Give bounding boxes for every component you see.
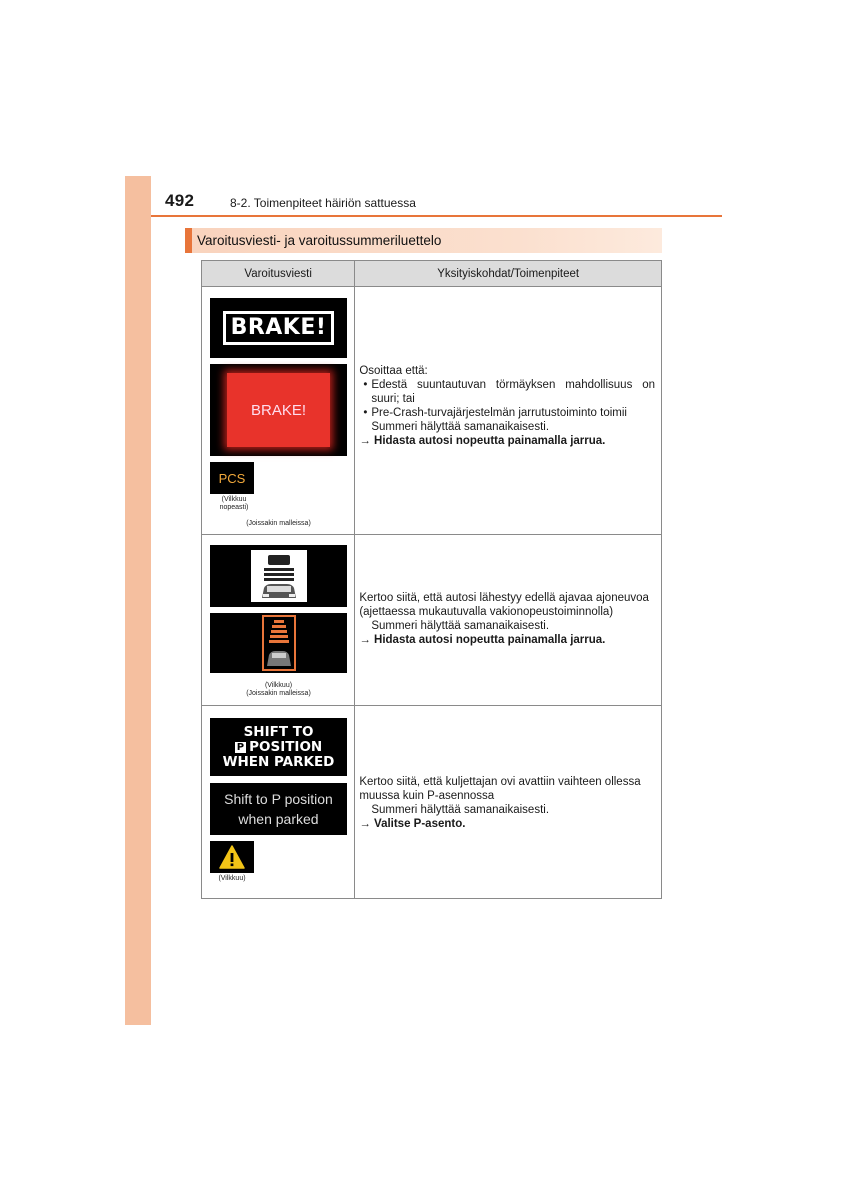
arrow-icon: → xyxy=(359,818,371,830)
shift-action-text: Valitse P-asento. xyxy=(374,818,466,830)
shift-buzzer-text: Summeri hälyttää samanaikaisesti. xyxy=(371,804,550,816)
table-row-brake xyxy=(202,287,662,535)
table-header-row xyxy=(202,261,662,287)
arrow-icon: → xyxy=(359,434,371,447)
bullet-marker: • xyxy=(363,406,368,419)
pcs-label: PCS xyxy=(218,470,246,486)
approach-action xyxy=(359,633,655,647)
approach-details-cell xyxy=(355,535,662,706)
shift-alt-display xyxy=(210,783,347,835)
brake-red-display xyxy=(210,364,347,456)
brake-bullet-1-text: Edestä suuntautuvan törmäyksen mahdollisuus on suuri; tai xyxy=(371,378,655,405)
shift-line-3: WHEN PARKED xyxy=(222,753,335,770)
brake-text-label: BRAKE! xyxy=(230,315,327,340)
brake-details-cell xyxy=(355,287,662,535)
bullet-marker: • xyxy=(363,378,368,391)
brake-bullet-2 xyxy=(359,406,655,420)
pcs-indicator-icon xyxy=(210,462,254,494)
car-approach-icon xyxy=(249,548,309,604)
subsection-banner xyxy=(185,228,662,253)
shift-alt-line-1: Shift to P position xyxy=(224,791,333,807)
shift-alt-line-2: when parked xyxy=(238,811,319,827)
brake-bullet-1 xyxy=(359,378,655,406)
models-caption: (Joissakin malleissa) xyxy=(246,520,311,527)
brake-action xyxy=(359,434,655,448)
approach-description: Kertoo siitä, että autosi lähestyy edellä ajavaa ajoneuvoa (ajettaessa mukautuvalla vakionopeustoiminnolla) xyxy=(359,592,649,618)
approach-action-text: Hidasta autosi nopeutta painamalla jarrua. xyxy=(374,634,606,646)
shift-blink-caption: (Vilkkuu) xyxy=(218,875,246,882)
table-row-approach xyxy=(202,535,662,706)
car-approach-warning-icon xyxy=(262,615,296,671)
shift-line-2-text: POSITION xyxy=(249,738,323,755)
shift-action xyxy=(359,817,655,831)
approach-blink-caption: (Vilkkuu) xyxy=(264,682,293,689)
column-header-message: Varoitusviesti xyxy=(202,261,355,287)
table-row-shift xyxy=(202,706,662,899)
shift-description: Kertoo siitä, että kuljettajan ovi avattiin vaihteen ollessa muussa kuin P-asennossa xyxy=(359,776,641,802)
brake-text-box xyxy=(223,311,335,345)
shift-line-2 xyxy=(235,740,322,755)
warning-triangle-display xyxy=(210,841,254,873)
side-tab-strip xyxy=(125,176,151,1025)
approach-icons-cell xyxy=(202,535,355,706)
header-rule xyxy=(151,215,722,217)
subsection-accent-bar xyxy=(185,228,192,253)
column-header-details: Yksityiskohdat/Toimenpiteet xyxy=(355,261,662,287)
section-title: 8-2. Toimenpiteet häiriön sattuessa xyxy=(230,196,416,210)
p-box-icon: P xyxy=(236,741,245,753)
brake-action-text: Hidasta autosi nopeutta painamalla jarrua. xyxy=(374,434,606,447)
brake-red-label: BRAKE! xyxy=(250,401,307,419)
shift-details-cell xyxy=(355,706,662,899)
brake-icons-cell xyxy=(202,287,355,535)
subsection-title: Varoitusviesti- ja varoitussummeriluettelo xyxy=(197,233,442,248)
warning-table xyxy=(201,260,662,899)
shift-text-display xyxy=(210,718,347,776)
shift-icons-cell xyxy=(202,706,355,899)
brake-buzzer-text: Summeri hälyttää samanaikaisesti. xyxy=(371,420,550,433)
approach-models-caption: (Joissakin malleissa) xyxy=(246,690,311,697)
approach-display-2 xyxy=(210,613,347,673)
arrow-icon: → xyxy=(359,634,371,646)
brake-red-box xyxy=(227,373,330,447)
shift-line-1: SHIFT TO xyxy=(243,723,314,740)
approach-buzzer-text: Summeri hälyttää samanaikaisesti. xyxy=(371,620,550,632)
page-number: 492 xyxy=(165,191,195,210)
brake-intro: Osoittaa että: xyxy=(359,364,428,377)
pcs-blink-caption: (Vilkkuu nopeasti) xyxy=(219,496,249,511)
brake-text-display xyxy=(210,298,347,358)
warning-triangle-icon xyxy=(218,844,246,870)
approach-display-1 xyxy=(210,545,347,607)
brake-bullet-2-text: Pre-Crash-turvajärjestelmän jarrutustoiminto toimii xyxy=(371,406,627,419)
